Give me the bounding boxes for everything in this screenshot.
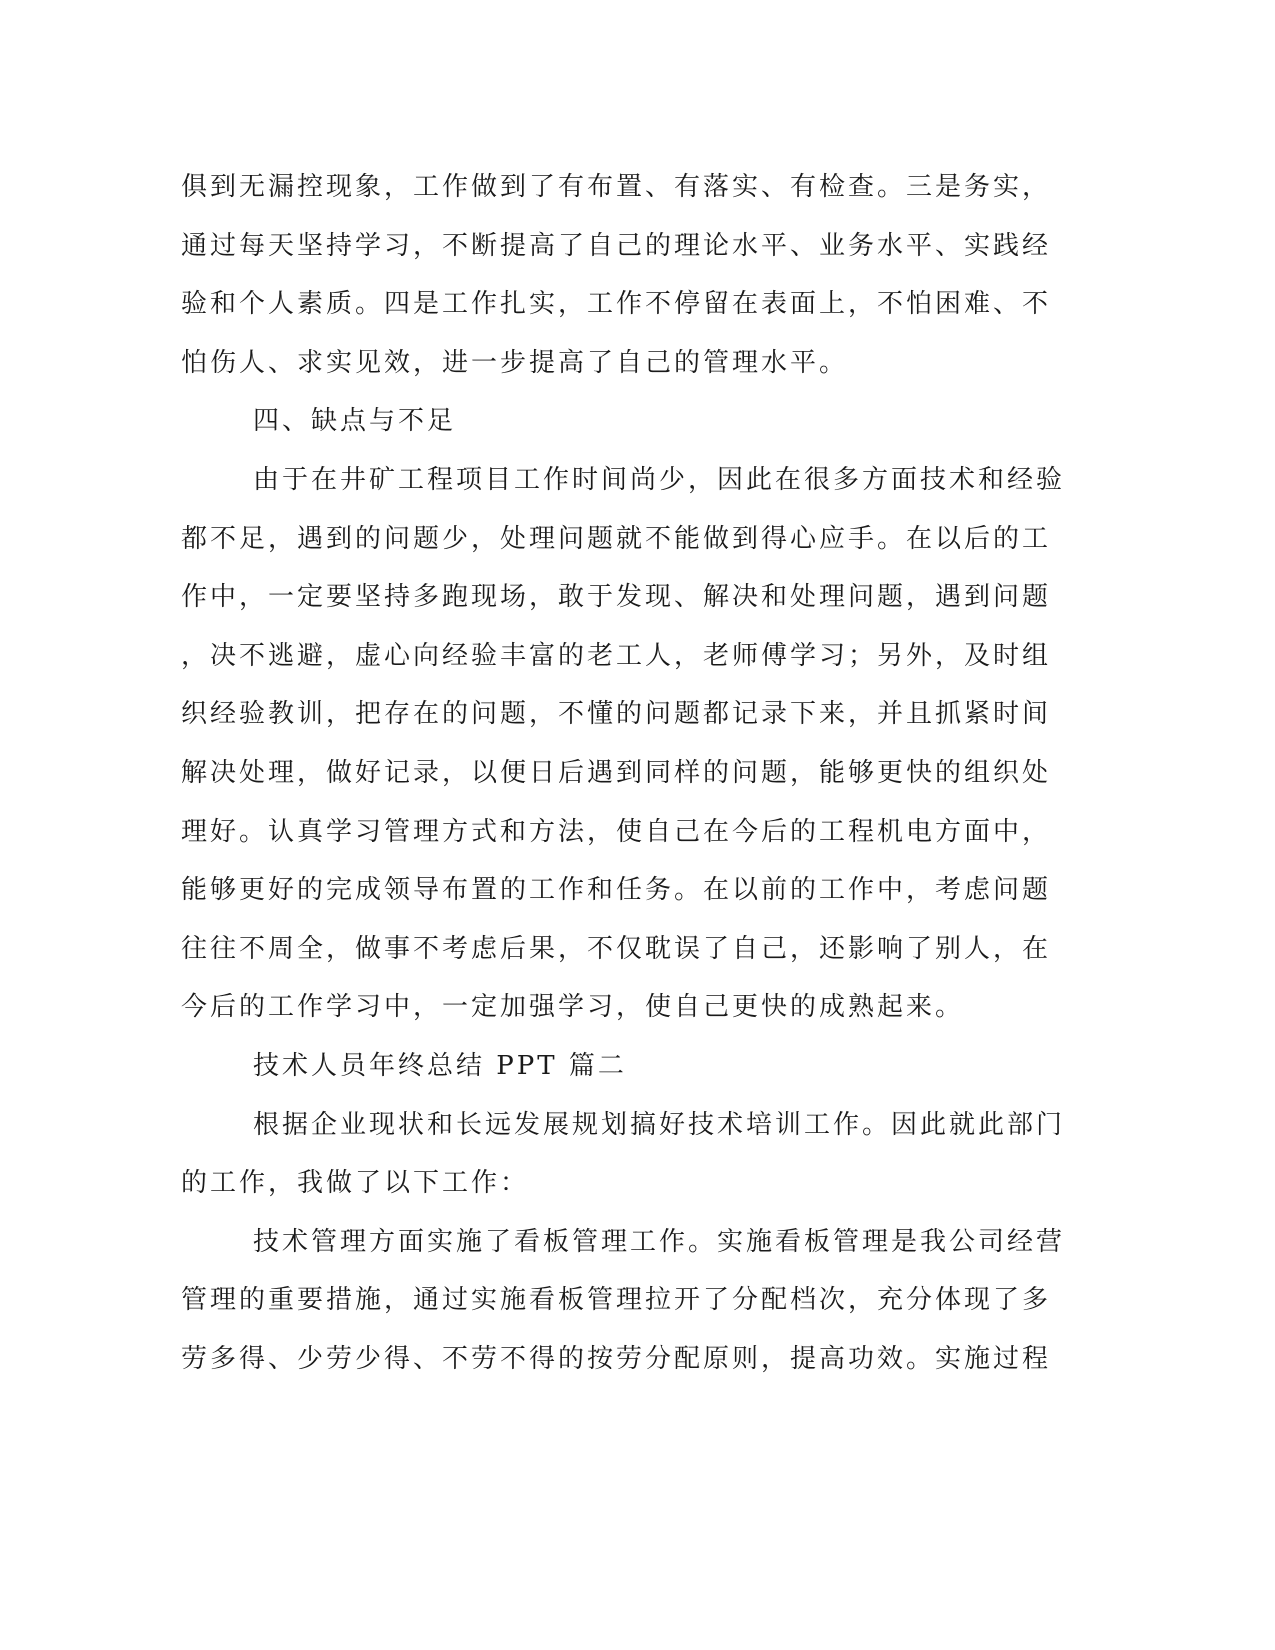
text-line: 验和个人素质。四是工作扎实，工作不停留在表面上，不怕困难、不 [181, 289, 1052, 320]
body-text [181, 158, 1066, 1388]
text-line: 理好。认真学习管理方式和方法，使自己在今后的工程机电方面中， [181, 816, 1052, 847]
text-line: 解决处理，做好记录，以便日后遇到同样的问题，能够更快的组织处 [181, 757, 1052, 788]
text-line: 都不足，遇到的问题少，处理问题就不能做到得心应手。在以后的工 [181, 523, 1052, 554]
text-line: 技术管理方面实施了看板管理工作。实施看板管理是我公司经营 [253, 1226, 1066, 1257]
text-line: 作中，一定要坚持多跑现场，敢于发现、解决和处理问题，遇到问题 [181, 582, 1052, 613]
text-line: 能够更好的完成领导布置的工作和任务。在以前的工作中，考虑问题 [181, 875, 1052, 906]
section-heading: 四、缺点与不足 [253, 406, 457, 437]
text-line: 通过每天坚持学习，不断提高了自己的理论水平、业务水平、实践经 [181, 230, 1052, 261]
text-line: 往往不周全，做事不考虑后果，不仅耽误了自己，还影响了别人，在 [181, 933, 1052, 964]
text-line: 根据企业现状和长远发展规划搞好技术培训工作。因此就此部门 [253, 1109, 1066, 1140]
section-heading: 技术人员年终总结 PPT 篇二 [253, 1050, 627, 1081]
text-line: 今后的工作学习中，一定加强学习，使自己更快的成熟起来。 [181, 992, 965, 1023]
text-line: 织经验教训，把存在的问题，不懂的问题都记录下来，并且抓紧时间 [181, 699, 1052, 730]
text-line: 管理的重要措施，通过实施看板管理拉开了分配档次，充分体现了多 [181, 1285, 1052, 1316]
text-line: 怕伤人、求实见效，进一步提高了自己的管理水平。 [181, 347, 849, 378]
text-line: 的工作，我做了以下工作： [181, 1168, 530, 1199]
text-line: 由于在井矿工程项目工作时间尚少，因此在很多方面技术和经验 [253, 464, 1066, 495]
text-line: ，决不逃避，虚心向经验丰富的老工人，老师傅学习；另外，及时组 [181, 640, 1052, 671]
text-line: 俱到无漏控现象，工作做到了有布置、有落实、有检查。三是务实， [181, 172, 1052, 202]
text-line: 劳多得、少劳少得、不劳不得的按劳分配原则，提高功效。实施过程 [181, 1343, 1052, 1374]
